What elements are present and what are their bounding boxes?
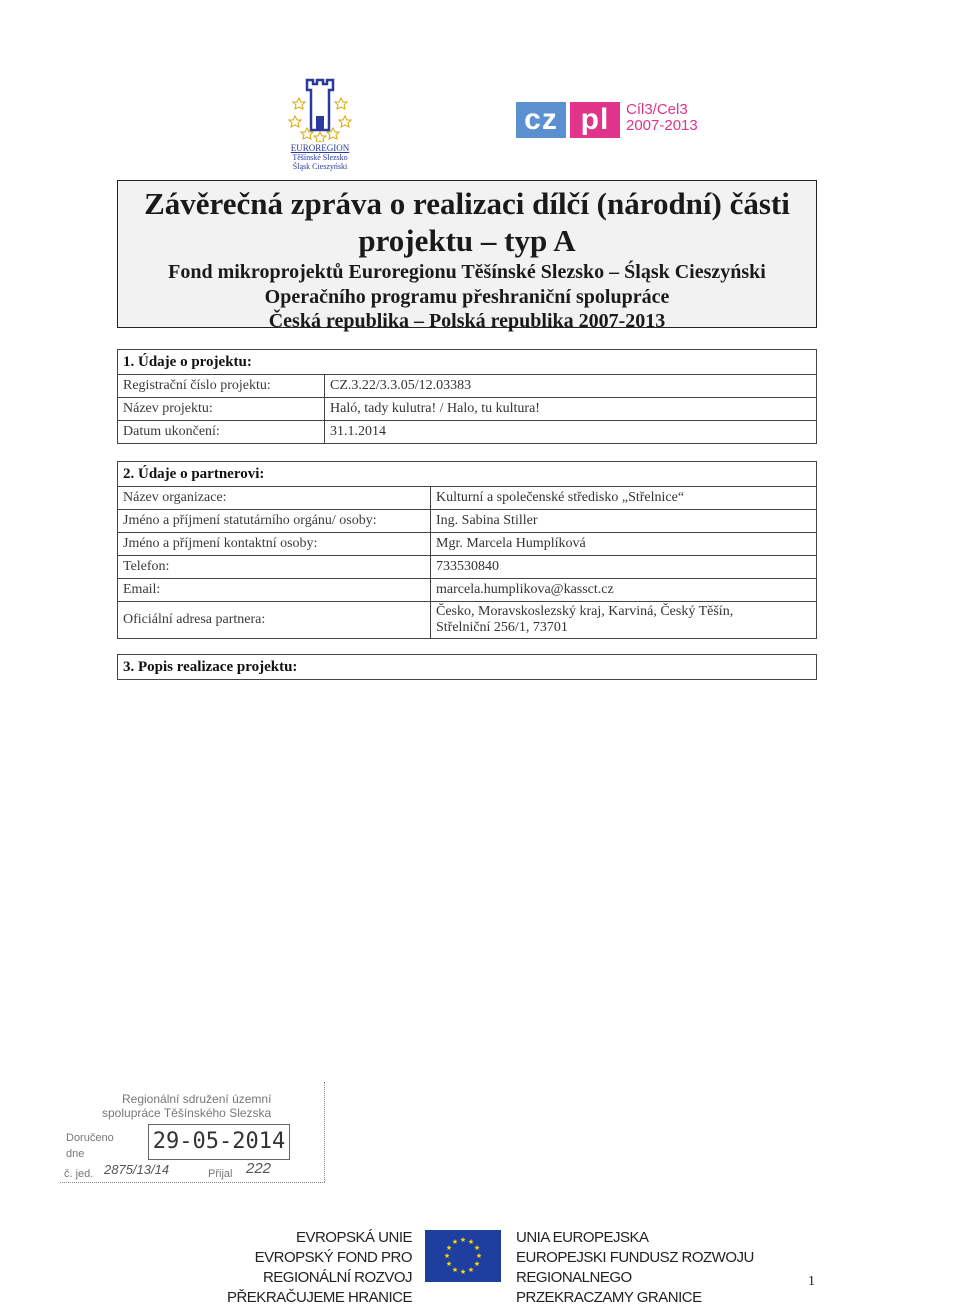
field-label: Jméno a příjmení statutárního orgánu/ osoby: <box>118 510 431 533</box>
footer-pl-text <box>516 1228 816 1308</box>
address-value <box>431 602 817 639</box>
svg-text:★: ★ <box>451 1266 459 1274</box>
programme-name: Operačního programu přeshraniční spolupráce <box>264 286 670 308</box>
table-row <box>118 533 817 556</box>
receipt-stamp <box>60 1082 328 1182</box>
address-line1: Česko, Moravskoslezský kraj, Karviná, Český Těšín, <box>436 604 734 619</box>
fund-name: Fond mikroprojektů Euroregionu Těšínské Slezsko – Śląsk Cieszyński <box>168 261 766 283</box>
section-heading: 2. Údaje o partnerovi: <box>118 462 817 487</box>
castle-tower-icon <box>285 76 355 142</box>
stamp-date: 29-05-2014 <box>148 1124 290 1160</box>
footer-cz-text <box>170 1228 412 1308</box>
euroregion-name: EUROREGION <box>290 143 350 153</box>
svg-text:★: ★ <box>459 1268 467 1276</box>
programme-countries: Česká republika – Polská republika 2007-2013 <box>268 310 666 332</box>
pl-logo-box: pl <box>570 102 620 138</box>
email-value: marcela.humplikova@kassct.cz <box>431 579 817 602</box>
table-row <box>118 510 817 533</box>
partner-info-table <box>117 461 817 639</box>
svg-text:★: ★ <box>459 1236 467 1244</box>
euroregion-logo <box>280 76 360 176</box>
table-row <box>118 487 817 510</box>
table-row <box>118 579 817 602</box>
footer-cz-line1: EVROPSKÁ UNIE <box>295 1229 412 1246</box>
field-label: Oficiální adresa partnera: <box>118 602 431 639</box>
table-row <box>118 602 817 639</box>
project-description-table <box>117 654 817 680</box>
table-row <box>118 556 817 579</box>
field-label: Registrační číslo projektu: <box>118 375 325 398</box>
program-goal: Cíl3/Cel3 <box>626 101 688 118</box>
footer-pl-line3: PRZEKRACZAMY GRANICE <box>516 1289 702 1306</box>
svg-text:★: ★ <box>467 1266 475 1274</box>
statutory-person-value: Ing. Sabina Stiller <box>431 510 817 533</box>
field-label: Email: <box>118 579 431 602</box>
stamp-received-label: Doručeno <box>66 1132 114 1144</box>
organization-value: Kulturní a společenské středisko „Střelnice“ <box>431 487 817 510</box>
euroregion-name-pl: Śląsk Cieszyński <box>292 162 348 171</box>
stamp-border <box>60 1182 325 1184</box>
program-period: 2007-2013 <box>626 117 698 134</box>
stamp-accepted-label: Přijal <box>208 1168 233 1180</box>
cz-logo-box: cz <box>516 102 566 138</box>
footer-cz-line3: PŘEKRAČUJEME HRANICE <box>226 1289 412 1306</box>
stamp-day-label: dne <box>66 1148 85 1160</box>
footer-cz-line2: EVROPSKÝ FOND PRO REGIONÁLNÍ ROZVOJ <box>254 1249 412 1286</box>
svg-text:★: ★ <box>443 1252 451 1260</box>
contact-person-value: Mgr. Marcela Humplíková <box>431 533 817 556</box>
svg-text:★: ★ <box>451 1238 459 1246</box>
svg-text:★: ★ <box>445 1244 453 1252</box>
stamp-accepted-value: 222 <box>246 1160 272 1177</box>
stamp-ref-label: č. jed. <box>64 1168 94 1180</box>
svg-text:★: ★ <box>473 1260 481 1268</box>
table-row <box>118 398 817 421</box>
footer-pl-line1: UNIA EUROPEJSKA <box>516 1229 649 1246</box>
svg-text:★: ★ <box>467 1238 475 1246</box>
stamp-border <box>324 1082 326 1182</box>
stamp-ref-value: 2875/13/14 <box>104 1162 170 1177</box>
address-line2: Střelniční 256/1, 73701 <box>436 620 568 635</box>
euroregion-name-cz: Těšínské Slezsko <box>292 153 348 162</box>
svg-text:★: ★ <box>445 1260 453 1268</box>
table-row <box>118 421 817 444</box>
program-logo-text <box>626 102 698 134</box>
field-label: Datum ukončení: <box>118 421 325 444</box>
end-date-value: 31.1.2014 <box>325 421 817 444</box>
report-title-line1: Závěrečná zpráva o realizaci dílčí (národní) části <box>144 186 790 221</box>
section-heading: 3. Popis realizace projektu: <box>118 655 817 680</box>
registration-number-value: CZ.3.22/3.3.05/12.03383 <box>325 375 817 398</box>
table-row <box>118 375 817 398</box>
field-label: Název projektu: <box>118 398 325 421</box>
report-title-line2: projektu – typ A <box>358 223 576 258</box>
eu-flag-icon <box>425 1230 501 1282</box>
page-number: 1 <box>808 1274 815 1289</box>
section-heading: 1. Údaje o projektu: <box>118 350 817 375</box>
field-label: Telefon: <box>118 556 431 579</box>
svg-text:★: ★ <box>475 1252 483 1260</box>
report-title-block <box>117 180 817 332</box>
project-info-table <box>117 349 817 444</box>
footer-pl-line2: EUROPEJSKI FUNDUSZ ROZWOJU REGIONALNEGO <box>516 1249 754 1286</box>
svg-text:★: ★ <box>473 1244 481 1252</box>
stamp-org-line1: Regionální sdružení územní <box>122 1092 272 1106</box>
phone-value: 733530840 <box>431 556 817 579</box>
field-label: Název organizace: <box>118 487 431 510</box>
project-name-value: Haló, tady kulutra! / Halo, tu kultura! <box>325 398 817 421</box>
stamp-org-line2: spolupráce Těšínského Slezska <box>102 1106 272 1120</box>
field-label: Jméno a příjmení kontaktní osoby: <box>118 533 431 556</box>
